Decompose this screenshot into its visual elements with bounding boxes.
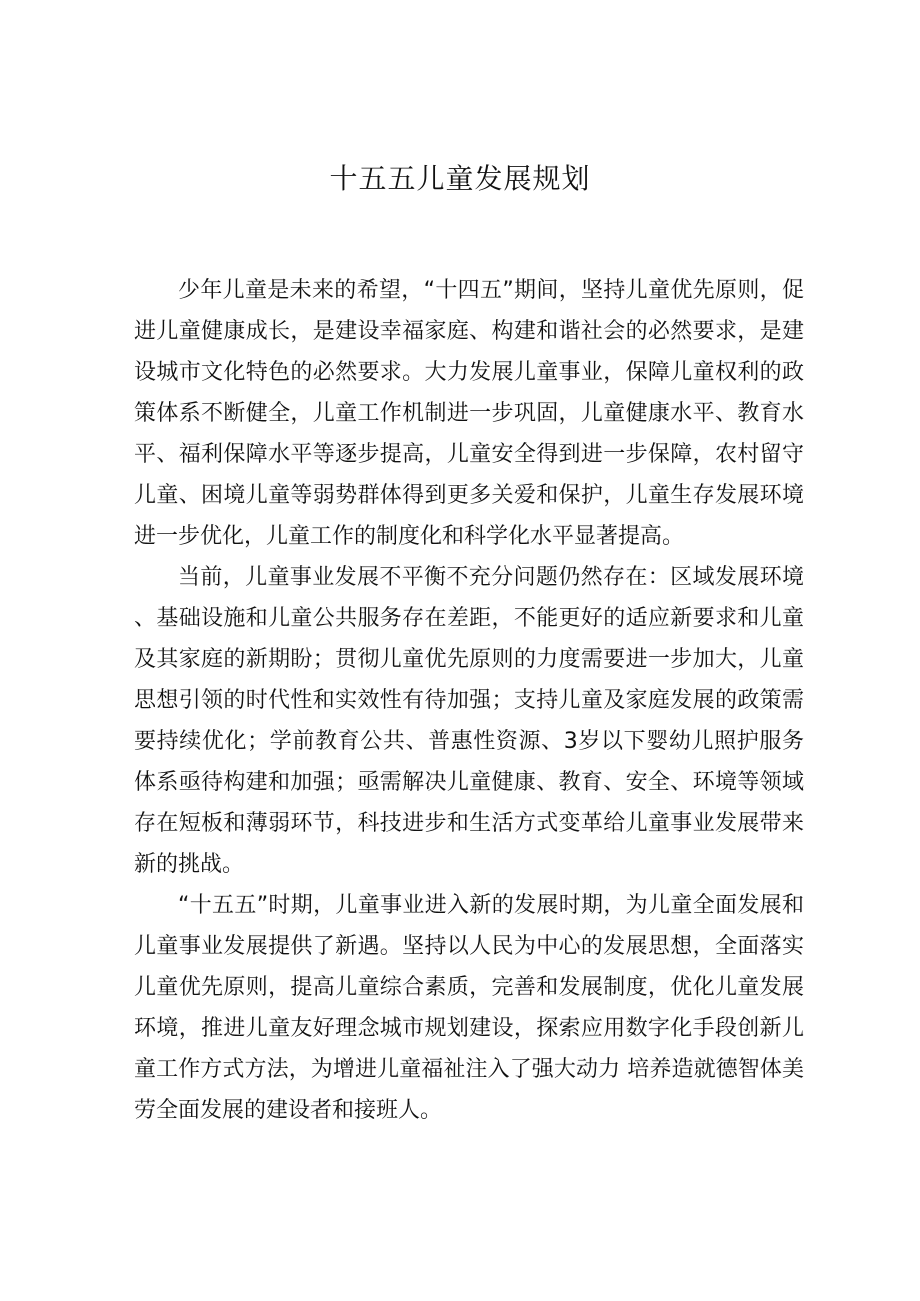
paragraph-1: 少年儿童是未来的希望，“十四五”期间，坚持儿童优先原则，促进儿童健康成长，是建设幸福家庭、构建和谐社会的必然要求，是建设城市文化特色的必然要求。大力发展儿童事业，保障儿童权利的政策体系不断健全，儿童工作机制进一步巩固，儿童健康水平、教育水平、福利保障水平等逐步提高，儿童安全得到进一步保障，农村留守儿童、困境儿童等弱势群体得到更多关爱和保护，儿童生存发展环境进一步优化，儿童工作的制度化和科学化水平显著提高。 [134, 278, 804, 549]
paragraph-3: “十五五”时期，儿童事业进入新的发展时期，为儿童全面发展和儿童事业发展提供了新遇。坚持以人民为中心的发展思想，全面落实儿童优先原则，提高儿童综合素质，完善和发展制度，优化儿童发展环境，推进儿童友好理念城市规划建设，探索应用数字化手段创新儿童工作方式方法，为增进儿童福祉注入了强大动力 培养造就德智体美劳全面发展的建设者和接班人。 [134, 893, 804, 1123]
document-body [134, 270, 804, 1131]
paragraph-2: 当前，儿童事业发展不平衡不充分问题仍然存在：区域发展环境、基础设施和儿童公共服务存在差距，不能更好的适应新要求和儿童及其家庭的新期盼；贯彻儿童优先原则的力度需要进一步加大，儿童思想引领的时代性和实效性有待加强；支持儿童及家庭发展的政策需要持续优化；学前教育公共、普惠性资源、3岁以下婴幼儿照护服务体系亟待构建和加强；亟需解决儿童健康、教育、安全、环境等领域存在短板和薄弱环节，科技进步和生活方式变革给儿童事业发展带来新的挑战。 [134, 565, 804, 877]
document-title: 十五五儿童发展规划 [329, 161, 591, 195]
